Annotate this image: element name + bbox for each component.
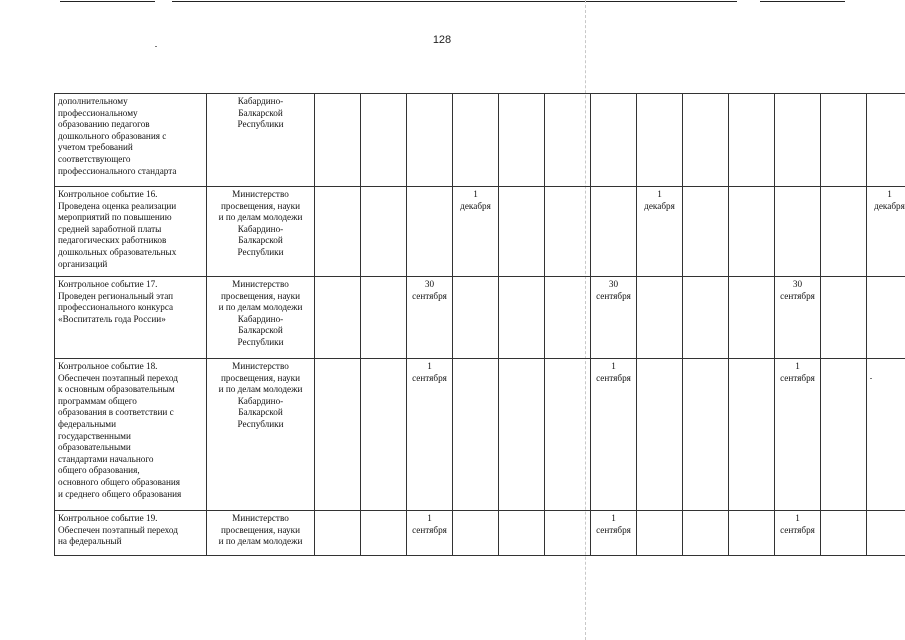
- date-cell: [637, 359, 683, 511]
- date-cell: [683, 277, 729, 359]
- table-row: [55, 511, 905, 556]
- date-cell: [867, 359, 905, 511]
- event-cell: Контрольное событие 17. Проведен региональный этап профессионального конкурса «Воспитатель года России»: [55, 277, 207, 359]
- table-row: [55, 187, 905, 277]
- date-cell: 1 сентября: [775, 359, 821, 511]
- date-cell: [545, 277, 591, 359]
- date-cell: 1 сентября: [591, 511, 637, 556]
- date-cell: [407, 187, 453, 277]
- date-cell: [729, 359, 775, 511]
- date-cell: 1 декабря: [637, 187, 683, 277]
- date-cell: [683, 94, 729, 187]
- date-cell: [361, 277, 407, 359]
- date-cell: [775, 94, 821, 187]
- responsible-cell: Министерство просвещения, науки и по делам молодежи Кабардино- Балкарской Республики: [207, 187, 315, 277]
- responsible-cell: Министерство просвещения, науки и по делам молодежи Кабардино- Балкарской Республики: [207, 277, 315, 359]
- date-cell: [821, 511, 867, 556]
- date-cell: [453, 277, 499, 359]
- date-cell: 30 сентября: [407, 277, 453, 359]
- schedule-table: [54, 93, 905, 556]
- date-cell: [867, 94, 905, 187]
- date-cell: [545, 511, 591, 556]
- scan-speck: [155, 46, 157, 47]
- date-cell: [315, 359, 361, 511]
- date-cell: 1 декабря: [453, 187, 499, 277]
- date-cell: [821, 187, 867, 277]
- event-cell: Контрольное событие 18. Обеспечен поэтапный переход к основным образовательным программам общего образования в соответствии с федеральными государственными образовательными стандартами начального общего образования, основного общего образования и среднего общего образования: [55, 359, 207, 511]
- date-cell: [591, 187, 637, 277]
- date-cell: 1 сентября: [407, 359, 453, 511]
- date-cell: [867, 511, 905, 556]
- date-cell: [637, 511, 683, 556]
- date-cell: [499, 277, 545, 359]
- date-cell: [453, 94, 499, 187]
- date-cell: [315, 511, 361, 556]
- date-cell: [729, 511, 775, 556]
- date-cell: [729, 94, 775, 187]
- date-cell: [591, 94, 637, 187]
- event-cell: Контрольное событие 16. Проведена оценка реализации мероприятий по повышению средней заработной платы педагогических работников дошкольных образовательных организаций: [55, 187, 207, 277]
- date-cell: [821, 359, 867, 511]
- date-cell: [315, 187, 361, 277]
- date-cell: 1 сентября: [591, 359, 637, 511]
- date-cell: [545, 94, 591, 187]
- date-cell: [683, 187, 729, 277]
- responsible-cell: Кабардино- Балкарской Республики: [207, 94, 315, 187]
- event-cell: Контрольное событие 19. Обеспечен поэтапный переход на федеральный: [55, 511, 207, 556]
- date-cell: [361, 94, 407, 187]
- date-cell: [545, 359, 591, 511]
- date-cell: [361, 511, 407, 556]
- date-cell: [499, 359, 545, 511]
- date-cell: [729, 277, 775, 359]
- date-cell: [637, 277, 683, 359]
- date-cell: [637, 94, 683, 187]
- table-row: [55, 277, 905, 359]
- date-cell: [499, 94, 545, 187]
- date-cell: [683, 359, 729, 511]
- date-cell: [315, 94, 361, 187]
- responsible-cell: Министерство просвещения, науки и по делам молодежи Кабардино- Балкарской Республики: [207, 359, 315, 511]
- date-cell: 30 сентября: [775, 277, 821, 359]
- date-cell: [821, 94, 867, 187]
- date-cell: 1 сентября: [775, 511, 821, 556]
- date-cell: [545, 187, 591, 277]
- date-cell: 30 сентября: [591, 277, 637, 359]
- date-cell: [867, 277, 905, 359]
- date-cell: [453, 511, 499, 556]
- date-cell: [729, 187, 775, 277]
- top-rule-center: [172, 1, 737, 2]
- table-row: [55, 94, 905, 187]
- date-cell: [821, 277, 867, 359]
- date-cell: 1 декабря: [867, 187, 905, 277]
- date-cell: [361, 187, 407, 277]
- top-rule-right: [760, 1, 845, 2]
- page-number: 128: [432, 34, 452, 46]
- date-cell: [499, 511, 545, 556]
- date-cell: [683, 511, 729, 556]
- date-cell: [315, 277, 361, 359]
- table-row: [55, 359, 905, 511]
- date-cell: [499, 187, 545, 277]
- date-cell: [775, 187, 821, 277]
- event-cell: дополнительному профессиональному образованию педагогов дошкольного образования с учетом требований соответствующего профессионального стандарта: [55, 94, 207, 187]
- top-rule-left: [60, 1, 155, 2]
- date-cell: [407, 94, 453, 187]
- date-cell: 1 сентября: [407, 511, 453, 556]
- responsible-cell: Министерство просвещения, науки и по делам молодежи: [207, 511, 315, 556]
- date-cell: [453, 359, 499, 511]
- date-cell: [361, 359, 407, 511]
